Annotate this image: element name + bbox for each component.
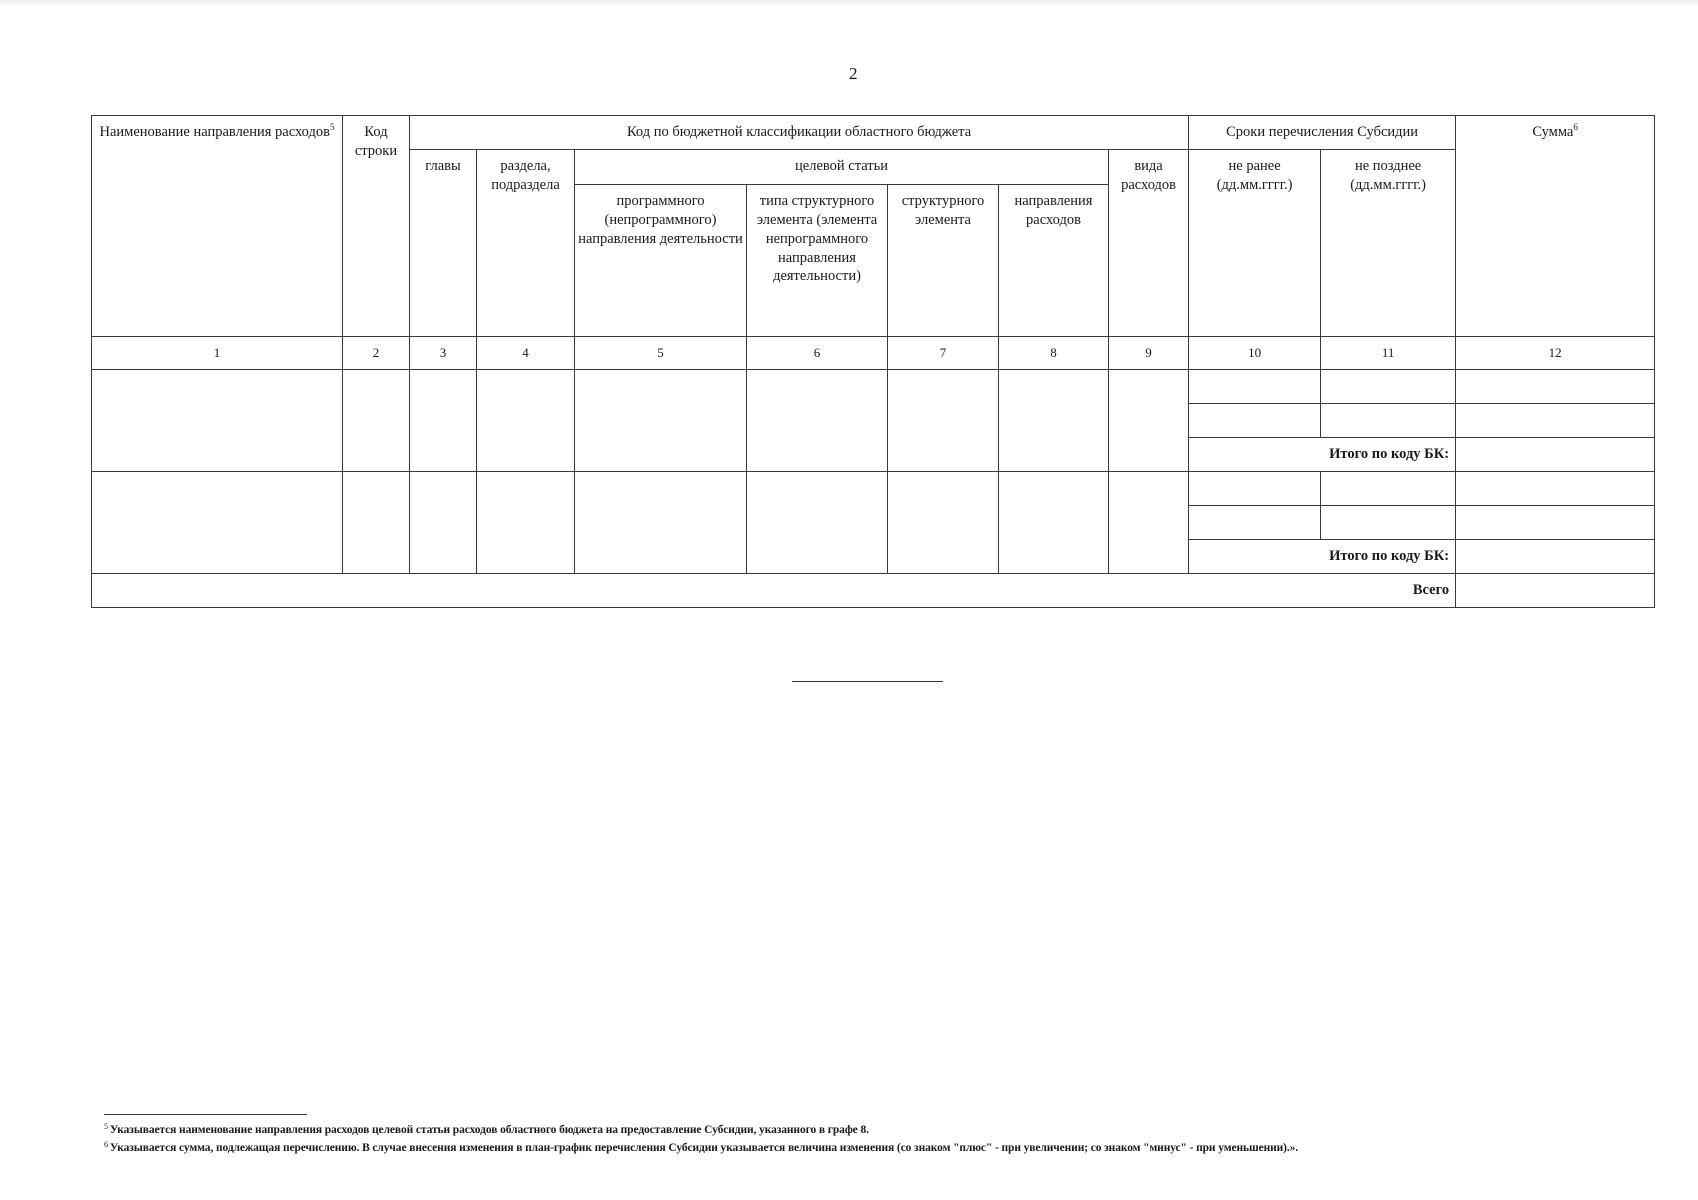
header-chapter: главы [410, 150, 477, 337]
total-by-bk-label: Итого по коду БК: [1189, 540, 1456, 574]
cell-expense-type[interactable] [1109, 370, 1189, 472]
column-number: 3 [410, 337, 477, 370]
cell-program-direction[interactable] [575, 472, 747, 574]
column-number: 2 [343, 337, 410, 370]
cell-sum[interactable] [1456, 370, 1655, 404]
cell-not-later[interactable] [1321, 370, 1456, 404]
column-number: 6 [747, 337, 888, 370]
page-number: 2 [849, 64, 858, 83]
scan-top-edge [0, 0, 1698, 6]
cell-expense-type[interactable] [1109, 472, 1189, 574]
cell-sum[interactable] [1456, 472, 1655, 506]
header-transfer-terms: Сроки перечисления Субсидии [1189, 116, 1456, 150]
column-number: 8 [999, 337, 1109, 370]
cell-expense-direction[interactable] [92, 472, 343, 574]
header-not-later: не позднее (дд.мм.гггг.) [1321, 150, 1456, 337]
column-number: 9 [1109, 337, 1189, 370]
header-sum: Сумма$^6$ [1456, 116, 1655, 337]
header-target-article: целевой статьи [575, 150, 1109, 185]
cell-sum[interactable] [1456, 404, 1655, 438]
cell-expense-direction[interactable] [92, 370, 343, 472]
cell-sum[interactable] [1456, 506, 1655, 540]
header-not-before: не ранее (дд.мм.гггг.) [1189, 150, 1321, 337]
header-row-code: Код строки [343, 116, 410, 337]
footnote-item: $^6$ Указывается сумма, подлежащая перечислению. В случае внесения изменения в план-график перечисления Субсидии указывается величина изменения (со знаком "плюс" - при увеличении; со знаком "минус" - при уменьшении).». [104, 1140, 1299, 1154]
column-number: 12 [1456, 337, 1655, 370]
header-budget-classification-code: Код по бюджетной классификации областного бюджета [410, 116, 1189, 150]
cell-not-before[interactable] [1189, 404, 1321, 438]
cell-not-later[interactable] [1321, 506, 1456, 540]
header-section: раздела, подраздела [477, 150, 575, 337]
header-expense-type: вида расходов [1109, 150, 1189, 337]
footnote-item: $^5$ Указывается наименование направления расходов целевой статьи расходов областного бюджета на предоставление Субсидии, указанного в графе 8. [104, 1122, 869, 1136]
footnote-rule [104, 1114, 307, 1115]
cell-not-before[interactable] [1189, 370, 1321, 404]
cell-structural-element[interactable] [888, 472, 999, 574]
cell-section[interactable] [477, 472, 575, 574]
cell-chapter[interactable] [410, 370, 477, 472]
total-by-bk-label: Итого по коду БК: [1189, 438, 1456, 472]
header-expense-direction: Наименование направления расходов$^5$ [92, 116, 343, 337]
header-structural-element: структурного элемента [888, 185, 999, 337]
column-number: 7 [888, 337, 999, 370]
column-number: 1 [92, 337, 343, 370]
header-row-1 [92, 116, 1655, 150]
cell-program-direction[interactable] [575, 370, 747, 472]
cell-direction-code[interactable] [999, 370, 1109, 472]
cell-not-before[interactable] [1189, 472, 1321, 506]
footnotes [104, 1121, 1664, 1157]
section-separator-line [792, 681, 943, 682]
cell-not-before[interactable] [1189, 506, 1321, 540]
grand-total-label: Всего [92, 574, 1456, 608]
header-expense-direction-code: направления расходов [999, 185, 1109, 337]
grand-total-row [92, 574, 1655, 608]
cell-element-type[interactable] [747, 370, 888, 472]
table-row [92, 472, 1655, 506]
cell-not-later[interactable] [1321, 404, 1456, 438]
cell-total-by-bk[interactable] [1456, 540, 1655, 574]
header-element-type: типа структурного элемента (элемента непрограммного направления деятельности) [747, 185, 888, 337]
column-number: 10 [1189, 337, 1321, 370]
column-number: 11 [1321, 337, 1456, 370]
column-numbers-row [92, 337, 1655, 370]
header-program-direction: программного (непрограммного) направления деятельности [575, 185, 747, 337]
column-number: 4 [477, 337, 575, 370]
cell-not-later[interactable] [1321, 472, 1456, 506]
table-row [92, 370, 1655, 404]
cell-grand-total[interactable] [1456, 574, 1655, 608]
cell-element-type[interactable] [747, 472, 888, 574]
cell-chapter[interactable] [410, 472, 477, 574]
cell-row-code[interactable] [343, 370, 410, 472]
cell-structural-element[interactable] [888, 370, 999, 472]
cell-section[interactable] [477, 370, 575, 472]
cell-row-code[interactable] [343, 472, 410, 574]
column-number: 5 [575, 337, 747, 370]
cell-total-by-bk[interactable] [1456, 438, 1655, 472]
cell-direction-code[interactable] [999, 472, 1109, 574]
subsidy-transfer-schedule-table [91, 115, 1655, 608]
